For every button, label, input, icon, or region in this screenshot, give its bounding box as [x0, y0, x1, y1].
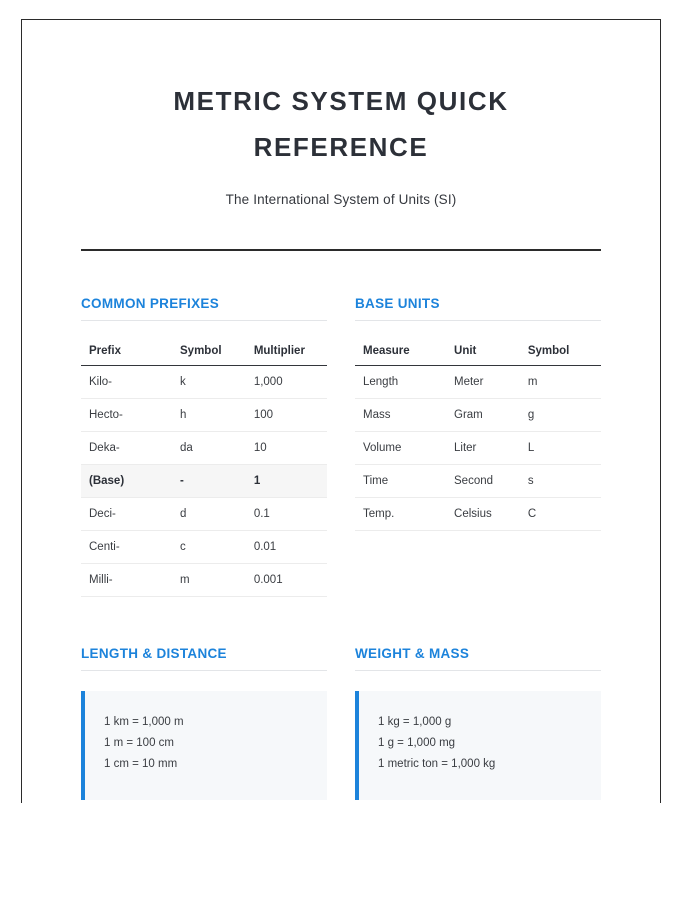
section-heading-base-units: BASE UNITS — [355, 296, 601, 321]
cell-unit: Celsius — [446, 498, 520, 531]
cell-measure: Time — [355, 465, 446, 498]
cell-symbol: g — [520, 399, 601, 432]
conversion-line: 1 km = 1,000 m — [104, 716, 184, 728]
cell-prefix: Deci- — [81, 498, 172, 531]
weight-mass-section — [355, 646, 601, 800]
cell-measure: Length — [355, 366, 446, 399]
conversions-row — [81, 646, 601, 800]
cell-symbol: m — [520, 366, 601, 399]
conversion-line: 1 m = 100 cm — [104, 737, 174, 749]
table-row — [81, 366, 327, 399]
table-row — [81, 531, 327, 564]
cell-prefix: (Base) — [81, 465, 172, 498]
length-conversions-box — [81, 691, 327, 800]
conversion-line: 1 kg = 1,000 g — [378, 716, 452, 728]
cell-symbol: h — [172, 399, 246, 432]
table-header-row — [355, 339, 601, 366]
cell-multiplier: 0.01 — [246, 531, 327, 564]
table-row — [355, 465, 601, 498]
cell-unit: Gram — [446, 399, 520, 432]
cell-prefix: Kilo- — [81, 366, 172, 399]
cell-symbol: s — [520, 465, 601, 498]
table-row — [355, 498, 601, 531]
cell-multiplier: 1 — [246, 465, 327, 498]
document-page — [21, 19, 661, 803]
cell-measure: Temp. — [355, 498, 446, 531]
cell-symbol: m — [172, 564, 246, 597]
table-row — [81, 564, 327, 597]
cell-symbol: C — [520, 498, 601, 531]
table-row — [355, 366, 601, 399]
conversion-line: 1 g = 1,000 mg — [378, 737, 456, 749]
cell-prefix: Deka- — [81, 432, 172, 465]
base-units-section — [355, 296, 601, 597]
cell-symbol: L — [520, 432, 601, 465]
base-units-table — [355, 339, 601, 531]
table-header-row — [81, 339, 327, 366]
conversion-line: 1 metric ton = 1,000 kg — [378, 758, 496, 770]
cell-unit: Second — [446, 465, 520, 498]
cell-prefix: Milli- — [81, 564, 172, 597]
cell-unit: Liter — [446, 432, 520, 465]
cell-multiplier: 100 — [246, 399, 327, 432]
conversion-line: 1 cm = 10 mm — [104, 758, 178, 770]
cell-measure: Volume — [355, 432, 446, 465]
cell-multiplier: 0.001 — [246, 564, 327, 597]
common-prefixes-table — [81, 339, 327, 597]
common-prefixes-section — [81, 296, 327, 597]
page-subtitle: The International System of Units (SI) — [225, 192, 457, 207]
cell-prefix: Hecto- — [81, 399, 172, 432]
cell-multiplier: 0.1 — [246, 498, 327, 531]
section-heading-length-distance: LENGTH & DISTANCE — [81, 646, 327, 671]
column-header-symbol: Symbol — [520, 339, 601, 366]
cell-measure: Mass — [355, 399, 446, 432]
cell-symbol: k — [172, 366, 246, 399]
column-header-unit: Unit — [446, 339, 520, 366]
cell-multiplier: 10 — [246, 432, 327, 465]
table-row — [81, 432, 327, 465]
table-row — [355, 432, 601, 465]
table-row — [81, 465, 327, 498]
header-divider — [81, 249, 601, 251]
column-header-measure: Measure — [355, 339, 446, 366]
cell-unit: Meter — [446, 366, 520, 399]
column-header-prefix: Prefix — [81, 339, 172, 366]
weight-conversions-box — [355, 691, 601, 800]
section-heading-weight-mass: WEIGHT & MASS — [355, 646, 601, 671]
cell-symbol: d — [172, 498, 246, 531]
page-title: METRIC SYSTEM QUICK REFERENCE — [173, 86, 509, 162]
column-header-multiplier: Multiplier — [246, 339, 327, 366]
column-header-symbol: Symbol — [172, 339, 246, 366]
cell-symbol: da — [172, 432, 246, 465]
table-row — [81, 498, 327, 531]
section-heading-common-prefixes: COMMON PREFIXES — [81, 296, 327, 321]
tables-row — [81, 296, 601, 597]
length-distance-section — [81, 646, 327, 800]
cell-symbol: - — [172, 465, 246, 498]
document-header — [22, 20, 660, 251]
cell-multiplier: 1,000 — [246, 366, 327, 399]
cell-symbol: c — [172, 531, 246, 564]
table-row — [81, 399, 327, 432]
table-row — [355, 399, 601, 432]
cell-prefix: Centi- — [81, 531, 172, 564]
